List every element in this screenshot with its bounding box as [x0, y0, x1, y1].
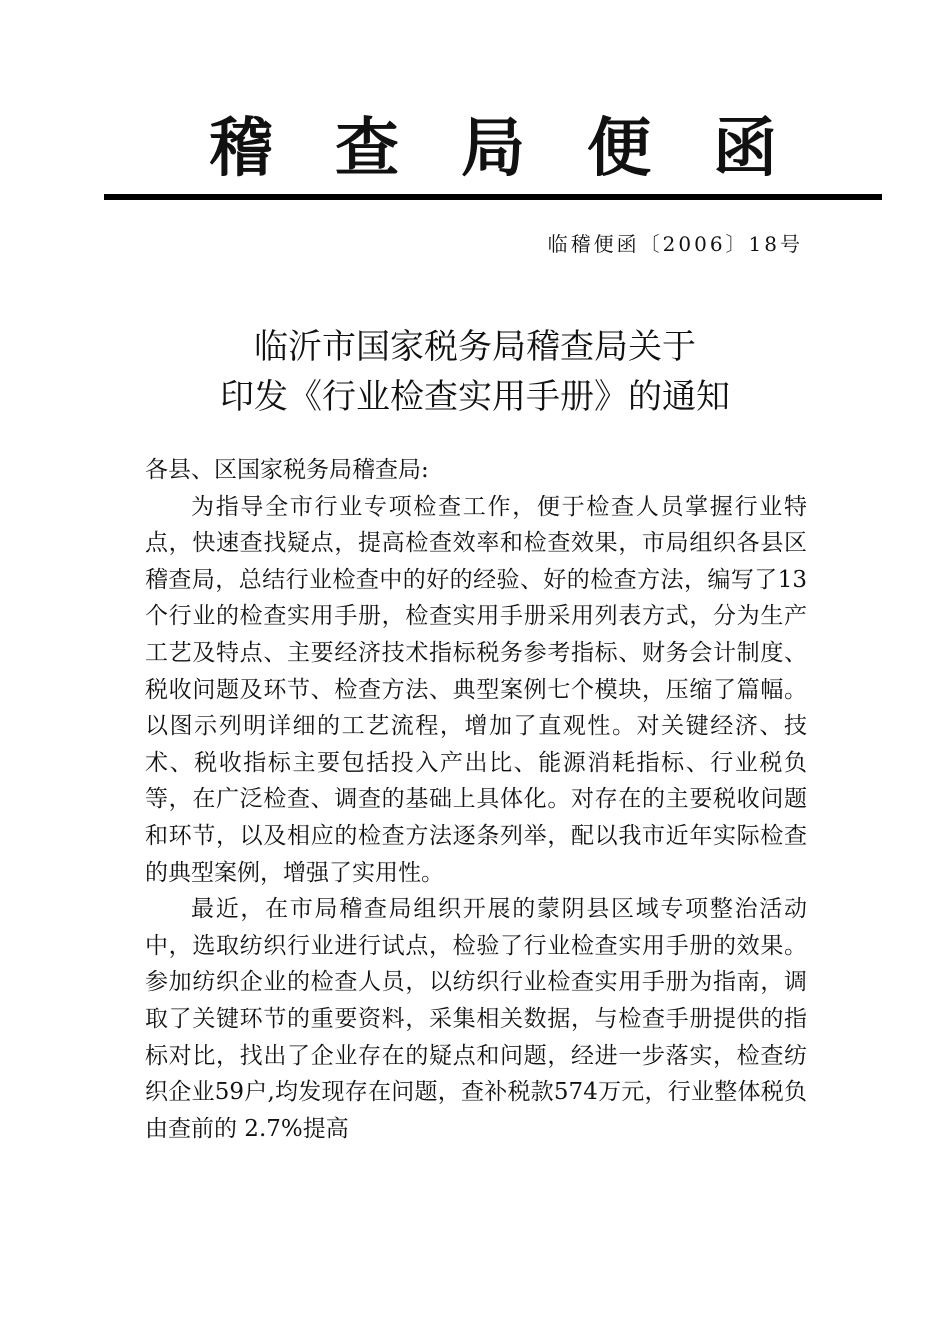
salutation: 各县、区国家税务局稽查局: — [145, 457, 429, 483]
masthead-rule — [104, 194, 882, 200]
body-paragraph-2: 最近，在市局稽查局组织开展的蒙阴县区域专项整治活动中，选取纺织行业进行试点，检验了行业检查实用手册的效果。参加纺织企业的检查人员，以纺织行业检查实用手册为指南，调取了关键环节的重要资料，采集相关数据，与检查手册提供的指标对比，找出了企业存在的疑点和问题，经进一步落实，检查纺织企业59户,均发现存在问题，查补税款574万元，行业整体税负由查前的 2.7%提高 — [145, 896, 807, 1142]
document-number: 临稽便函〔2006〕18号 — [547, 232, 803, 256]
body-paragraph-1: 为指导全市行业专项检查工作，便于检查人员掌握行业特点，快速查找疑点，提高检查效率和检查效果，市局组织各县区稽查局，总结行业检查中的好的经验、好的检查方法，编写了13个行业的检查实用手册，检查实用手册采用列表方式，分为生产工艺及特点、主要经济技术指标税务参考指标、财务会计制度、税收问题及环节、检查方法、典型案例七个模块，压缩了篇幅。以图示列明详细的工艺流程，增加了直观性。对关键经济、技术、税收指标主要包括投入产出比、能源消耗指标、行业税负等，在广泛检查、调查的基础上具体化。对存在的主要税收问题和环节，以及相应的检查方法逐条列举，配以我市近年实际检查的典型案例，增强了实用性。 — [145, 493, 807, 886]
document-body — [145, 452, 807, 1147]
document-title — [100, 322, 850, 422]
masthead-title: 稽查局便函 — [209, 112, 839, 186]
title-line-1: 临沂市国家税务局稽查局关于 — [254, 327, 696, 367]
masthead — [104, 106, 882, 192]
title-line-2: 印发《行业检查实用手册》的通知 — [220, 377, 730, 417]
